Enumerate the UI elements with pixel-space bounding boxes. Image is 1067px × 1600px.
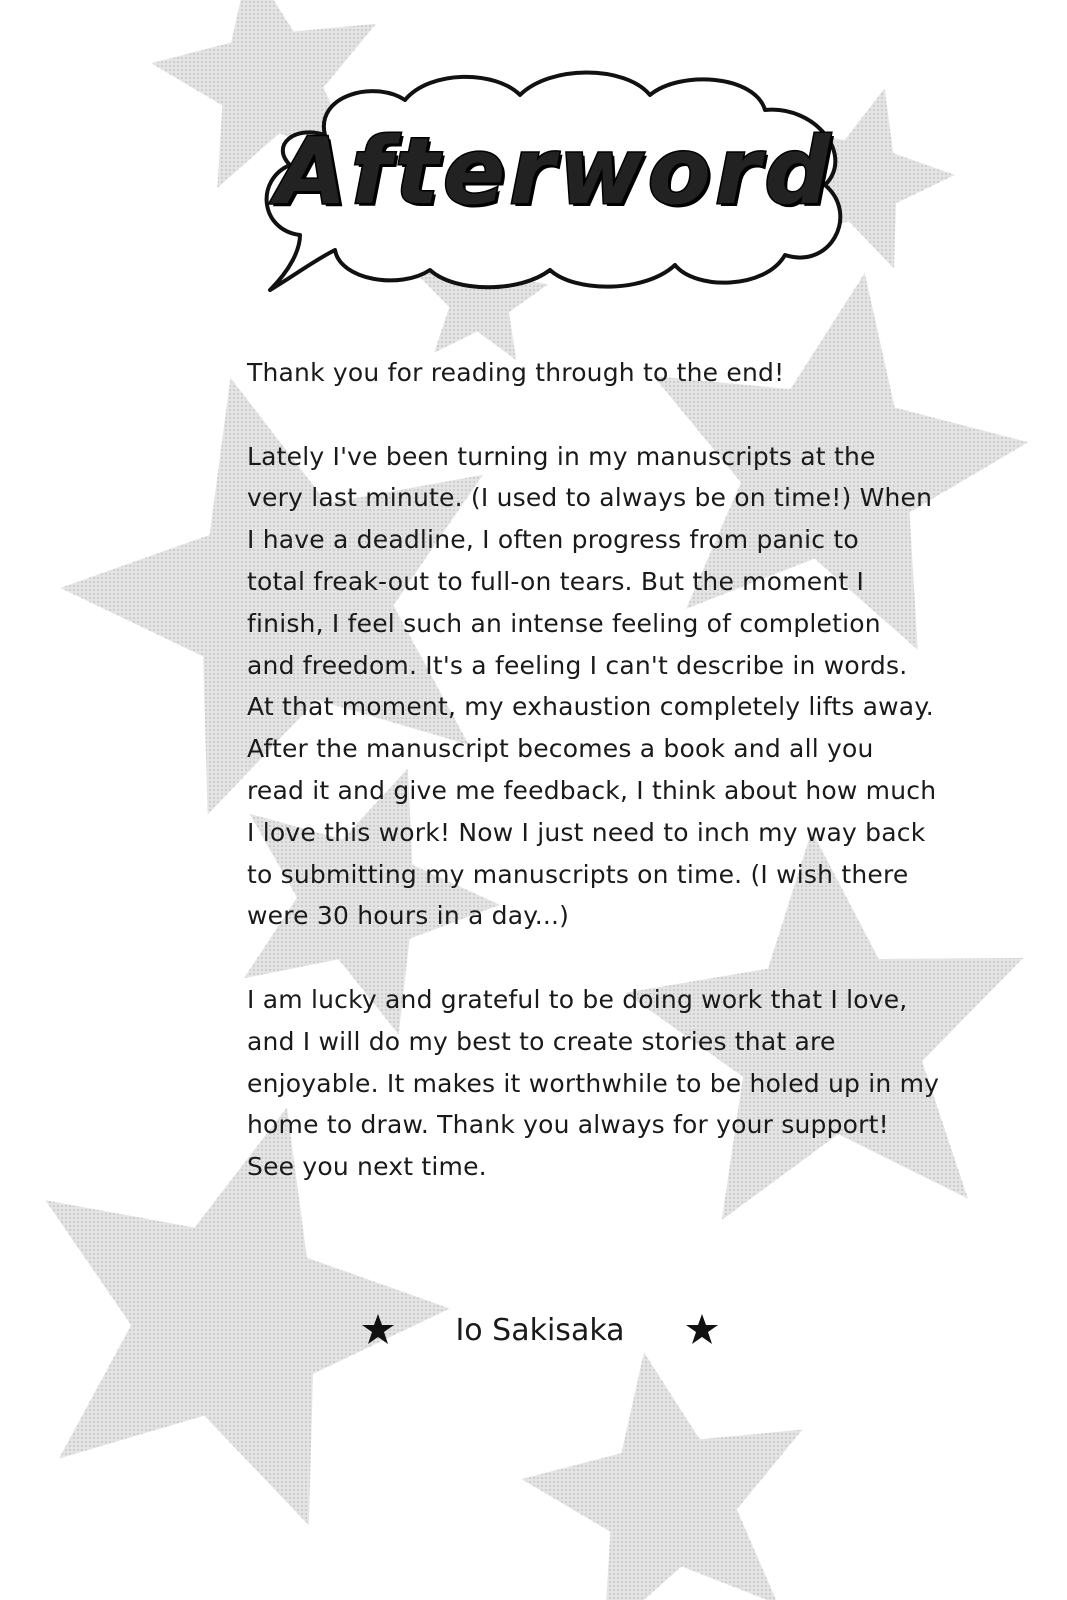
text-line: I have a deadline, I often progress from panic to [247,525,859,555]
star-icon [361,1313,395,1347]
afterword-body [247,352,940,1230]
text-line: home to draw. Thank you always for your support! [247,1110,889,1140]
text-line: Lately I've been turning in my manuscripts at the [247,441,876,471]
text-line: At that moment, my exhaustion completely lifts away. [247,692,934,722]
paragraph-3 [247,979,940,1188]
author-name: Io Sakisaka [455,1312,625,1348]
text-line: I am lucky and grateful to be doing work that I love, [247,984,908,1014]
text-line: very last minute. (I used to always be on time!) When [247,483,933,513]
text-line: enjoyable. It makes it worthwhile to be holed up in my [247,1068,940,1098]
text-line: Thank you for reading through to the end! [247,358,785,387]
paragraph-1 [247,352,887,394]
text-line: to submitting my manuscripts on time. (I wish there [247,859,909,889]
text-line: After the manuscript becomes a book and all you [247,734,874,764]
background-star [522,1352,803,1600]
signature [340,1305,740,1355]
text-line: See you next time. [247,1152,487,1182]
text-line: were 30 hours in a day...) [247,901,570,931]
text-line: finish, I feel such an intense feeling of completion [247,608,881,638]
page-title: Afterword [275,118,835,225]
text-line: I love this work! Now I just need to inch my way back [247,817,926,847]
text-line: and I will do my best to create stories that are [247,1026,836,1056]
text-line: read it and give me feedback, I think about how much [247,775,937,805]
star-icon [685,1313,719,1347]
paragraph-2 [247,436,937,938]
text-line: and freedom. It's a feeling I can't describe in words. [247,650,908,680]
text-line: total freak-out to full-on tears. But the moment I [247,566,865,596]
